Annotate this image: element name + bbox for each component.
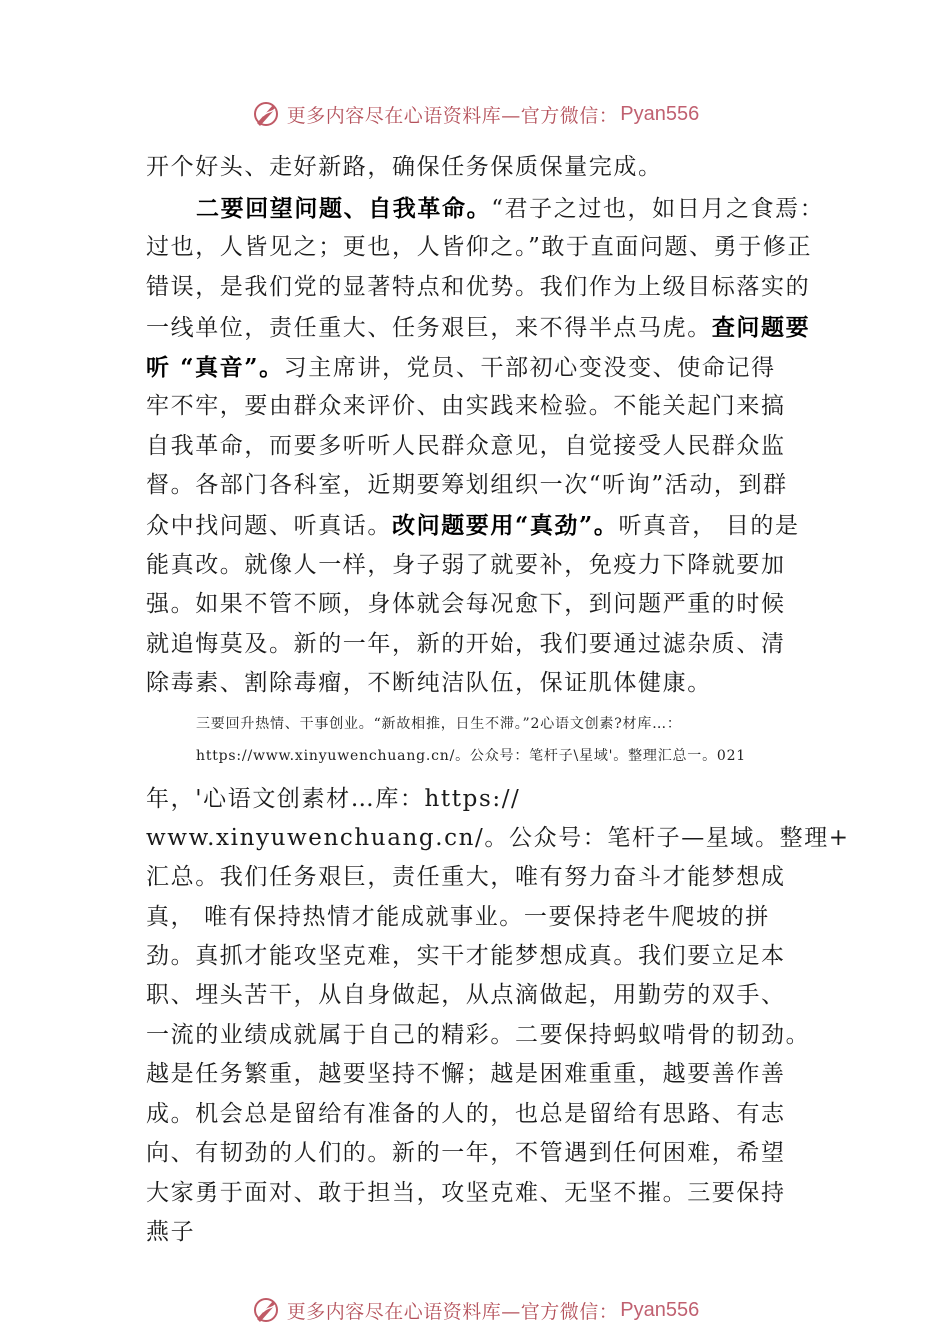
body-line-6-text: 习主席讲，党员、干部初心变没变、使命记得 [283, 355, 776, 381]
body-line-6 [146, 356, 776, 380]
body-line-2-text: “君子之过也，如日月之食焉： [491, 196, 825, 222]
body-line-5-text: 一线单位，责任重大、任务艰巨，来不得半点马虎。 [146, 315, 712, 341]
body-line-16: www.xinyuwenchuang.cn/。公众号：笔杆子—星域。整理+ [146, 825, 850, 851]
body-line-17: 汇总。我们任务艰巨，责任重大，唯有努力奋斗才能梦想成 [146, 864, 786, 890]
subheading-listen-end: 听 “真音”。 [146, 354, 284, 381]
body-line-11: 能真改。就像人一样，身子弱了就要补，免疫力下降就要加 [146, 552, 786, 578]
body-line-18: 真， 唯有保持热情才能成就事业。一要保持老牛爬坡的拼 [146, 904, 770, 930]
body-line-12: 强。如果不管不顾，身体就会每况愈下，到问题严重的时候 [146, 591, 786, 617]
body-line-15: 年，'心语文创素材…库：https:// [146, 786, 521, 812]
body-line-22: 越是任务繁重，越要坚持不懈；越是困难重重，越要善作善 [146, 1061, 786, 1087]
body-line-5 [146, 316, 810, 340]
footer-banner [0, 1290, 950, 1330]
body-line-4: 错误，是我们党的显著特点和优势。我们作为上级目标落实的 [146, 274, 811, 300]
body-line-10-tail: 听真音， 目的是 [618, 513, 800, 539]
header-banner [0, 94, 950, 134]
body-line-21: 一流的业绩成就属于自己的精彩。二要保持蚂蚁啃骨的韧劲。 [146, 1022, 811, 1048]
body-line-10-text: 众中找问题、听真话。 [146, 513, 392, 539]
body-line-8: 自我革命，而要多听听人民群众意见，自觉接受人民群众监 [146, 433, 786, 459]
body-line-14: 除毒素、割除毒瘤，不断纯洁队伍，保证肌体健康。 [146, 670, 712, 696]
footer-banner-text: 更多内容尽在心语资料库—官方微信： [286, 1300, 619, 1323]
body-line-1: 开个好头、走好新路，确保任务保质保量完成。 [146, 154, 663, 180]
pen-logo-icon [251, 1295, 281, 1325]
subheading-listen: 查问题要 [711, 314, 811, 341]
header-banner-text: 更多内容尽在心语资料库—官方微信： [286, 104, 619, 127]
body-line-7: 牢不牢，要由群众来评价、由实践来检验。不能关起门来搞 [146, 393, 786, 419]
body-line-19: 劲。真抓才能攻坚克难，实干才能梦想成真。我们要立足本 [146, 943, 786, 969]
body-line-13: 就追悔莫及。新的一年，新的开始，我们要通过滤杂质、清 [146, 631, 786, 657]
body-line-26: 燕子 [146, 1219, 196, 1245]
body-line-9: 督。各部门各科室，近期要筹划组织一次“听询”活动，到群 [146, 472, 788, 498]
body-line-10 [146, 514, 800, 538]
body-line-2 [196, 197, 824, 221]
body-line-25: 大家勇于面对、敢于担当，攻坚克难、无坚不摧。三要保持 [146, 1180, 786, 1206]
heading-two: 二要回望问题、自我革命。 [196, 195, 492, 222]
body-line-24: 向、有韧劲的人们的。新的一年，不管遇到任何困难，希望 [146, 1140, 786, 1166]
header-wechat-id: Pyan556 [620, 102, 700, 125]
small-line-2: https://www.xinyuwenchuang.cn/。公众号：笔杆子\星域'。整理汇总一。021 [196, 748, 747, 764]
body-line-20: 职、埋头苦干，从自身做起，从点滴做起，用勤劳的双手、 [146, 982, 786, 1008]
subheading-fix: 改问题要用“真劲”。 [392, 512, 619, 539]
pen-logo-icon [251, 99, 281, 129]
footer-wechat-id: Pyan556 [620, 1298, 700, 1321]
body-line-23: 成。机会总是留给有准备的人的，也总是留给有思路、有志 [146, 1101, 786, 1127]
body-line-3: 过也，人皆见之；更也，人皆仰之。”敢于直面问题、勇于修正 [146, 234, 813, 260]
small-line-1: 三要回升热情、干事创业。“新故相推，日生不滞。”2心语文创素?材库…： [196, 716, 682, 732]
